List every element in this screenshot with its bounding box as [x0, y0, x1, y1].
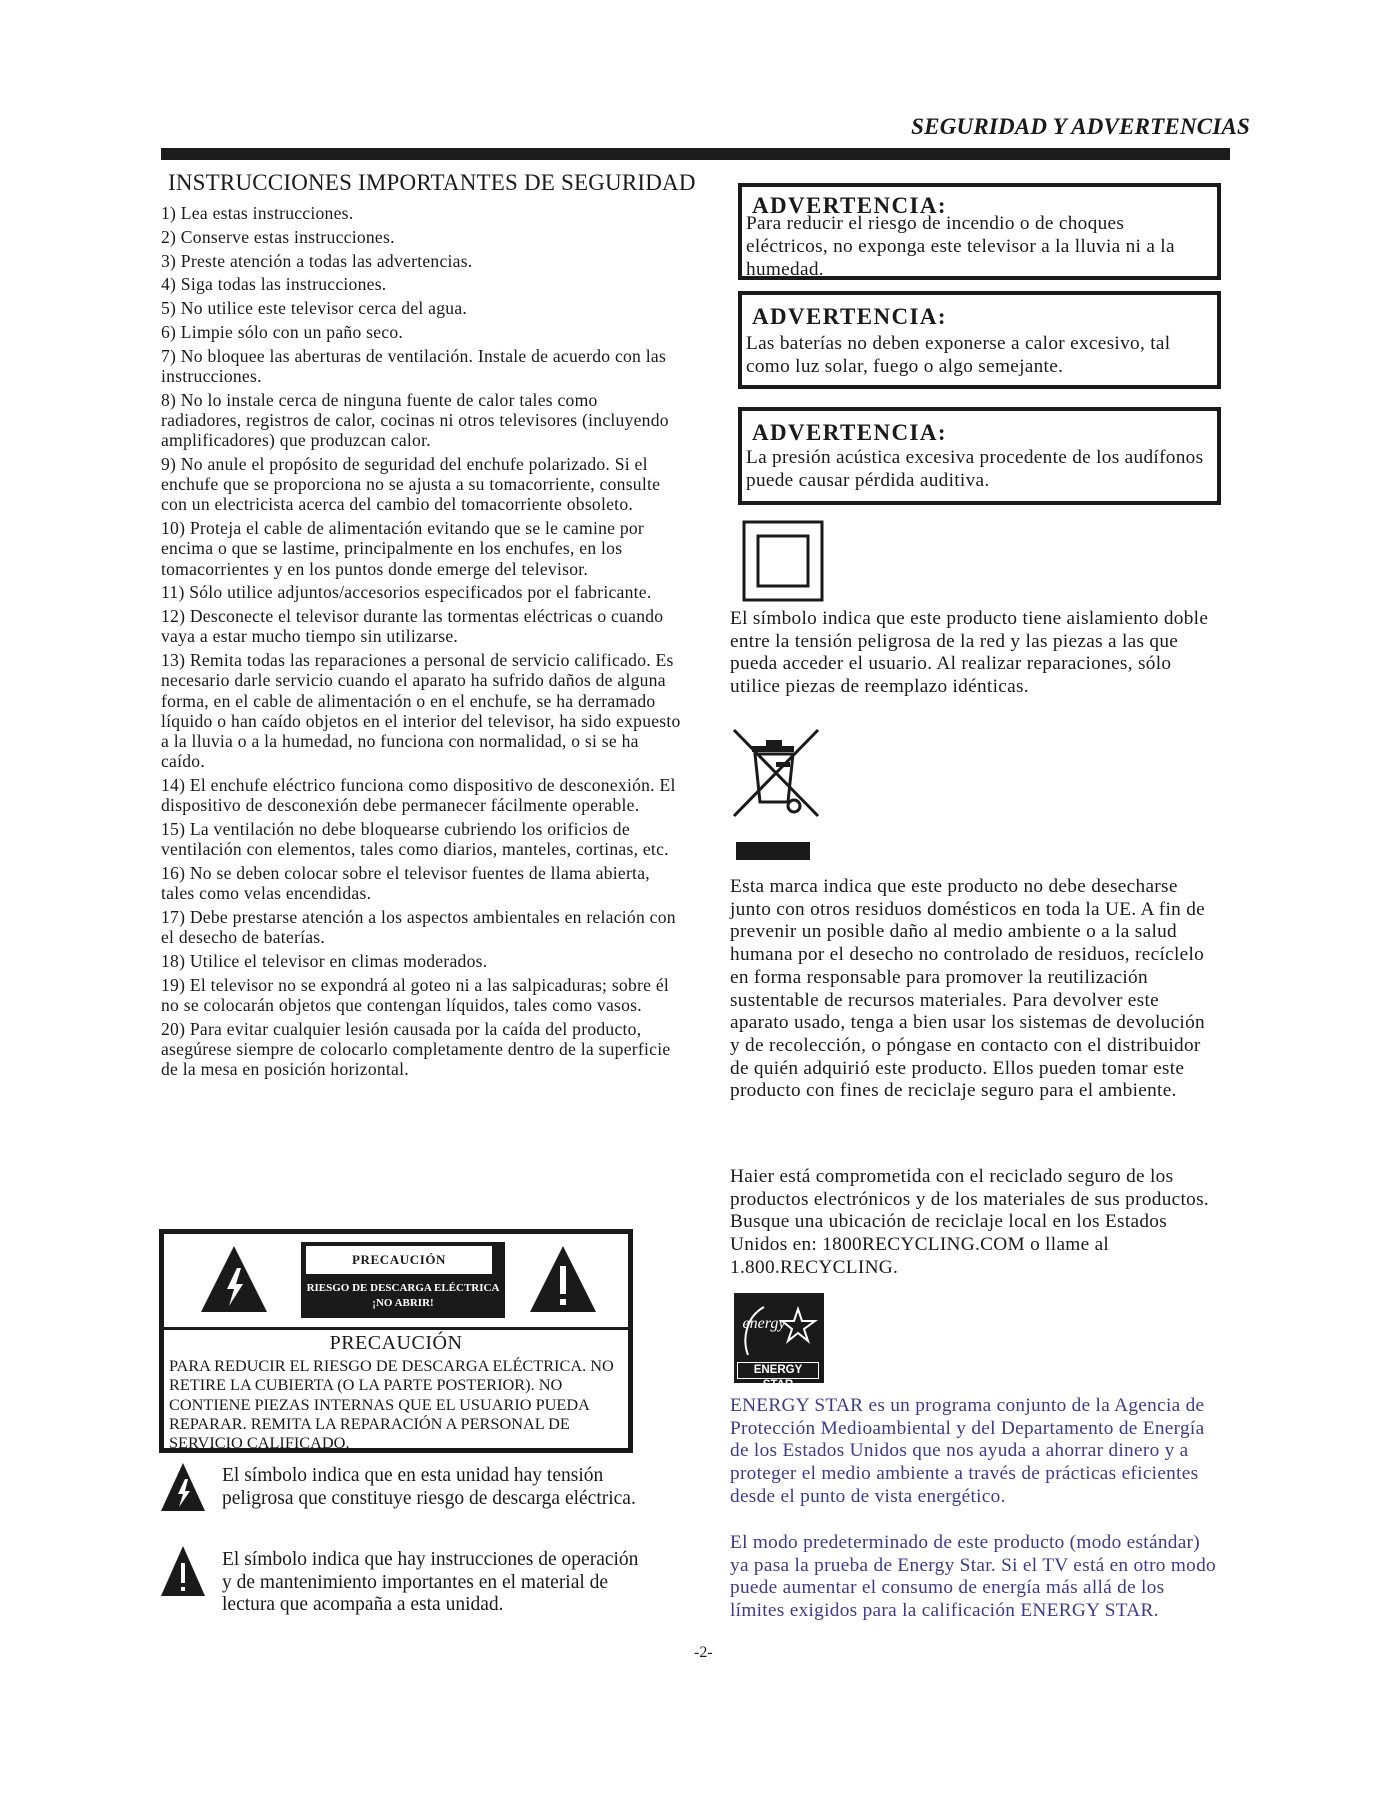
warning-text: La presión acústica excesiva procedente de los audífonos puede causar pérdida auditiva. [746, 447, 1204, 491]
list-item: 18) Utilice el televisor en climas moderados. [161, 951, 488, 971]
energy-star-logo [734, 1293, 824, 1391]
list-item: 13) Remita todas las reparaciones a personal de servicio calificado. Es necesario darle servicio cuando el aparato ha sufrido daños de alguna forma, en el cable de alimentación o en el enchufe, se ha derramado líquido o han caído objetos en el interior del televisor, ha sido expuesto a la lluvia o a la humedad, no funciona con normalidad, o si se ha caído. [161, 650, 681, 772]
double-insulation-text: El símbolo indica que este producto tiene aislamiento doble entre la tensión peligrosa de la red y las piezas a las que pueda acceder el usuario. Al realizar reparaciones, sólo utilice piezas de reemplazo idénticas. [730, 608, 1209, 698]
list-item: 19) El televisor no se expondrá al goteo ni a las salpicaduras; sobre él no se colocarán objetos que contengan líquidos, tales como vasos. [161, 974, 670, 1015]
caution-label [301, 1242, 505, 1318]
header-divider [161, 148, 1230, 160]
lightning-triangle-icon [160, 1462, 206, 1512]
exclamation-warning-icon [528, 1244, 598, 1314]
instructions-title: INSTRUCCIONES IMPORTANTES DE SEGURIDAD [168, 170, 696, 195]
page-section-title: SEGURIDAD Y ADVERTENCIAS [911, 114, 1250, 139]
list-item: 1) Lea estas instrucciones. [161, 203, 354, 223]
exclamation-triangle-icon [160, 1545, 206, 1597]
list-item: 6) Limpie sólo con un paño seco. [161, 321, 404, 342]
list-item: 17) Debe prestarse atención a los aspectos ambientales en relación con el desecho de baterías. [161, 907, 676, 948]
caution-text: PARA REDUCIR EL RIESGO DE DESCARGA ELÉCTRICA. NO RETIRE LA CUBIERTA (O LA PARTE POSTERIOR). NO CONTIENE PIEZAS INTERNAS QUE EL USUARIO PUEDA REPARAR. REMITA LA REPARACIÓN A PERSONAL DE SERVICIO CALIFICADO. [169, 1356, 614, 1453]
shock-risk-text: RIESGO DE DESCARGA ELÉCTRICA [306, 1282, 500, 1294]
warning-title: ADVERTENCIA: [752, 304, 947, 329]
page-number: -2- [694, 1644, 713, 1661]
list-item: 12) Desconecte el televisor durante las tormentas eléctricas o cuando vaya a estar mucho tiempo sin utilizarse. [161, 606, 664, 647]
warning-text: Para reducir el riesgo de incendio o de choques eléctricos, no exponga este televisor a la lluvia ni a la humedad. [746, 213, 1175, 280]
weee-text: Esta marca indica que este producto no debe desecharse junto con otros residuos domésticos en toda la UE. A fin de prevenir un posible daño al medio ambiente o a la salud humana por el desecho no controlado de residuos, recíclelo en forma responsable para promover la reutilización sustentable de recursos materiales. Para devolver este aparato usado, tenga a bien usar los sistemas de devolución y de recolección, o póngase en contacto con el distribuidor de quién adquirió este producto. Ellos pueden tomar este producto con fines de reciclaje seguro para el ambiente. [730, 876, 1206, 1102]
caution-label-subtitle [301, 1281, 505, 1311]
list-item: 10) Proteja el cable de alimentación evitando que se le camine por encima o que se lastime, principalmente en los enchufes, en los tomacorrientes y en los puntos donde emerge del televisor. [161, 518, 645, 579]
double-insulation-icon [742, 520, 824, 602]
energy-star-text-1: ENERGY STAR es un programa conjunto de la Agencia de Protección Medioambiental y del Departamento de Energía de los Estados Unidos que nos ayuda a ahorrar dinero y a proteger el medio ambiente a través de prácticas eficientes desde el punto de vista energético. [730, 1395, 1205, 1507]
list-item: 11) Sólo utilice adjuntos/accesorios especificados por el fabricante. [161, 582, 652, 603]
warning-title: ADVERTENCIA: [752, 420, 947, 445]
caution-banner [164, 1234, 628, 1330]
electric-shock-warning-icon [199, 1244, 269, 1314]
list-item: 2) Conserve estas instrucciones. [161, 226, 395, 247]
list-item: 5) No utilice este televisor cerca del agua. [161, 298, 468, 319]
energy-script: energy [742, 1315, 786, 1332]
list-item: 20) Para evitar cualquier lesión causada por la caída del producto, asegúrese siempre de colocarlo completamente dentro de la superficie de la mesa en posición horizontal. [161, 1018, 671, 1080]
list-item: 3) Preste atención a todas las advertencias. [161, 250, 473, 271]
list-item: 8) No lo instale cerca de ninguna fuente de calor tales como radiadores, registros de calor, cocinas ni otros televisores (incluyendo amplificadores) que produzcan calor. [161, 389, 669, 451]
list-item: 9) No anule el propósito de seguridad del enchufe polarizado. Si el enchufe que se proporciona no se ajusta a su tomacorriente, consulte con un electricista acerca del cambio del tomacorriente obsoleto. [161, 453, 661, 515]
caution-subtitle: PRECAUCIÓN [329, 1332, 463, 1354]
warning-box-headphones [738, 407, 1221, 505]
list-item: 15) La ventilación no debe bloquearse cubriendo los orificios de ventilación con elementos, tales como diarios, manteles, cortinas, etc. [161, 819, 669, 860]
warning-box-moisture [738, 183, 1221, 280]
list-item: 14) El enchufe eléctrico funciona como dispositivo de desconexión. El dispositivo de desconexión debe permanecer fácilmente operable. [161, 775, 676, 816]
do-not-open-text: ¡NO ABRIR! [372, 1297, 434, 1309]
caution-label-title: PRECAUCIÓN [306, 1246, 492, 1274]
energy-star-label: ENERGY STAR [737, 1362, 819, 1379]
exclamation-symbol-text: El símbolo indica que hay instrucciones de operación y de mantenimiento importantes en el material de lectura que acompaña a esta unidad. [222, 1549, 639, 1615]
warning-box-batteries [738, 291, 1221, 389]
caution-box [159, 1229, 633, 1453]
lightning-symbol-text: El símbolo indica que en esta unidad hay tensión peligrosa que constituye riesgo de descarga eléctrica. [222, 1465, 636, 1509]
energy-star-text-2: El modo predeterminado de este producto (modo estándar) ya pasa la prueba de Energy Star. Si el TV está en otro modo puede aumentar el consumo de energía más allá de los límites exigidos para la calificación ENERGY STAR. [730, 1532, 1216, 1622]
list-item: 16) No se deben colocar sobre el televisor fuentes de llama abierta, tales como velas encendidas. [161, 863, 650, 904]
instructions-list [161, 203, 681, 1083]
warning-text: Las baterías no deben exponerse a calor excesivo, tal como luz solar, fuego o algo semejante. [746, 333, 1171, 377]
warning-title: ADVERTENCIA: [752, 193, 947, 218]
crossed-out-bin-icon [730, 728, 822, 860]
recycling-text: Haier está comprometida con el reciclado seguro de los productos electrónicos y de los materiales de sus productos. Busque una ubicación de reciclaje local en los Estados Unidos en: 1800RECYCLING.COM o llame al 1.800.RECYCLING. [730, 1166, 1210, 1278]
list-item: 7) No bloquee las aberturas de ventilación. Instale de acuerdo con las instrucciones. [161, 345, 667, 386]
list-item: 4) Siga todas las instrucciones. [161, 274, 387, 295]
